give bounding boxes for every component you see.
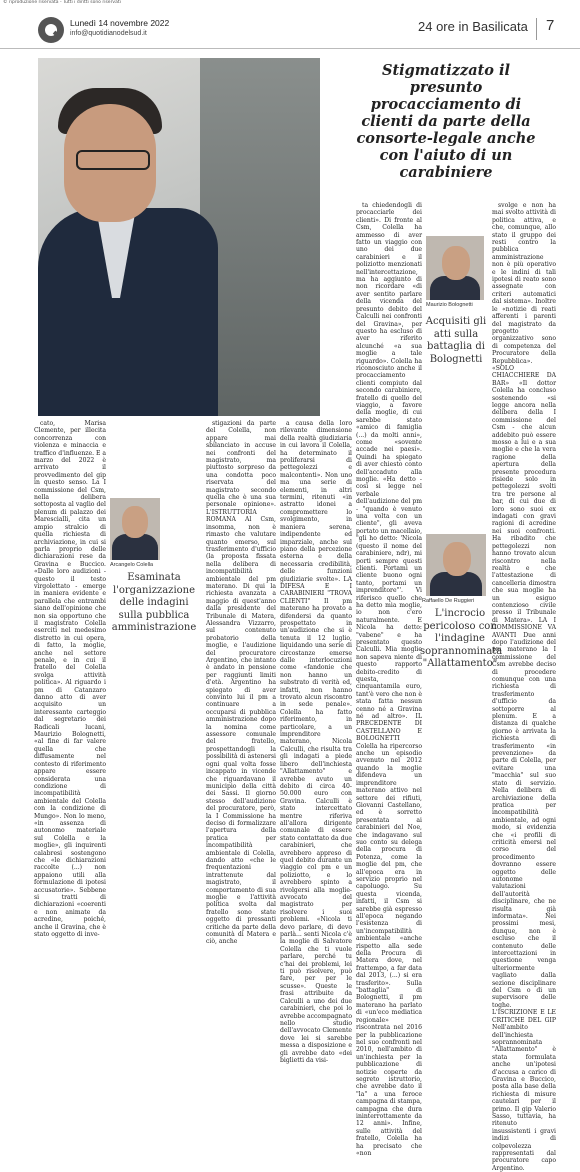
article-column-2 [206,420,276,946]
photo-arcangelo-colella [110,498,160,560]
main-photo-colella [38,58,320,416]
column-1-text: cato, Marisa Clemente, per illecita concorrenza con violenza e minaccia e traffico d'influenze. E a marzo del 2022 è arrivato il provvedimento del gip in questo senso. La I commissione del Csm, nella delibera sottoposta al vaglio del plenum di palazzo dei Marescialli, cita un ampio stralcio di quella richiesta di archiviazione, in cui si parla proprio delle dichiarazioni rese da Gravina e Buccico. «Dalle loro audizioni - questo il testo virgolettato - emerge in maniera evidente e parallela che entrambi siano dell'opinione che non sia opportuno che il magistrato Colella eserciti nel medesimo distretto in cui opera, di fatto, la moglie, anche nel settore penale, e in cui il fratello del Colella svolga attività politica». Al riguardo i pm di Catanzaro danno atto di aver acquisito un interessante carteggio dal segretario dei Radicali lucani, Maurizio Bolognetti, «al fine di far valere quella che diffusamente nel contesto di riferimento appare essere considerata una condizione di incompatibilità ambientale del Colella con la condizione di Mungo». Non lo meno, «in assenza di autonomo materiale sul Colella e la moglie», gli inquirenti calabresi sostengono che «le dichiarazioni raccolte (...) non appaiono utili alla formulazione di ipotesi accusatorie». Sebbene si tratti di dichiarazioni «coerenti e non animate da acredine, poiché, anche il Gravina, che è stato oggetto di inve- [34,420,106,939]
page-number: 7 [546,17,555,34]
photo-face [442,246,470,280]
newspaper-logo-icon [38,17,64,43]
section-title: 24 ore in Basilicata [418,19,528,34]
contact-email: info@quotidianodelsud.it [70,30,147,37]
caption-colella: Arcangelo Colella [110,562,154,568]
photo-background-building [200,58,320,416]
article-column-5 [492,202,556,1172]
photo-face [122,506,148,538]
column-2-text: stigazioni da parte del Colella, non appare mai sbilanciato in accuse nei confronti del magistrato, ma piuttosto sorpreso da una condotta poco riservata del magistrato secondo quella che è una sua personale opinione». L'ISTRUTTORIA ROMANA Al Csm, insomma, non è rimasto che valutare quanto emerso, sul trasferimento d'ufficio (la proposta fissata nella delibera di incompatibilità ambientale del pm materano. Di qui la richiesta avanzata a maggio di quest'anno dalla presidente del Tribunale di Matera, Alessandra Vizzarro, sul contenuto probatorio della moglie, e l'audizione del procuratore Argentino, che intanto è andato in pensione per raggiunti limiti d'età. Argentino ha spiegato di aver convinto lui il pm a continuare a occuparsi di pubblica amministrazione dopo la nomina come assessore comunale del fratello, prospettandogli la possibilità di astenersi ogni qual volta fosse incappato in vicende che riguardavano il municipio della città dei Sassi. Il giorno stesso dell'audizione del procuratore, però, la I Commissione ha deciso di formalizzare l'apertura della pratica per incompatibilità ambientale di Colella, dando atto «che le frequentazioni intrattenute dal magistrato, il comportamento di sua moglie e l'attività politica svolta dal fratello sono state oggetto di pressanti critiche da parte della comunità di Matera e ciò, anche [206,420,276,946]
pullquote-2: Acquisiti gli atti sulla battaglia di Bolognetti [425,316,487,365]
column-3-text: a causa della loro rilevante dimensione della realtà giudiziaria in cui lavora il Colella, ha determinato il proliferarsi di pettegolezzi e malcontenti». Non uno ma una serie di elementi, in altri termini, ritenuti «in astratto idonei a compromettere lo svolgimento, in maniera serena, indipendente ed imparziale, anche sul piano della percezione esterna e della necessaria credibilità, delle funzioni giudiziarie svolte». LA DIFESA E I CARABINIERI "TROVA CLIENTI" Il pm materano ha provato a difendersi da quanto prospettato in un'audizione che si è tenuta il 12 luglio, liquidando una serie di circostanze emerse dalle interlocuzioni come «fandonie che non hanno un substrato di verità ed, infatti, non hanno trovato alcun riscontro in sede penale». Colella ha fatto riferimento, in particolare, a un imprenditore materano, Nicola Calculli, che risulta tra gli indagati a piede libero dell'inchiesta "Allattamento" e avrebbe avuto un debito di circa 40-50.000 euro con Gravina. Calculli è stato intercettato mentre riferiva all'allora dirigente comunale di essere stato contattato da due carabinieri, che avrebbero appreso di quel debito durante un viaggio col pm e un poliziotto, e lo avrebbero spinto a rivolgersi alla moglie-avvocato del magistrato per risolvere i suoi problemi. «Nicola ti devo parlare, di devo parlà... senti Nicola c'è la moglie di Salvatore Colella che ti vuole parlare, perché tu c'hai dei problemi, lei ti può risolvere, può fare, per per le scusse». Queste le frasi attribuite da Calculli a uno dei due carabinieri, che poi lo avrebbe accompagnato nello studio dell'avvocato Clemente dove lei si sarebbe messa a disposizione e gli avrebbe dato «dei biglietti da visi- [280,420,352,1064]
pullquote-1: Esaminata l'organizzazione delle indagini sulla pubblica amministrazione [111,572,197,633]
article-column-1 [34,420,106,939]
headline: Stigmatizzato il presunto procacciamento di clienti da parte della consorte-legale anche con l'aiuto di un carabiniere [356,62,536,181]
pullquote-3: L'incrocio pericoloso con l'indagine soprannominata "Allattamento" [420,608,503,669]
issue-date: Lunedì 14 novembre 2022 [70,18,170,28]
copyright-notice: © riproduzione riservata - Tutti i diritti sono riservati [3,0,121,5]
photo-face [443,542,471,576]
article-column-3 [280,420,352,1064]
page-header [0,14,580,49]
column-4-text: ta chiedendogli di procacciarle dei clienti». Di fronte al Csm, Colella ha ammesso di aver fatto un viaggio con uno dei due carabinieri e il poliziotto menzionati nell'intercettazione, ma ha aggiunto di non ricordare «di aver sentito parlare della vicenda del presunto debito del Calculli nei confronti del Gravina», per questo ha escluso di aver riferito alcunché «a sua moglie a tale riguardo». Colella ha riconosciuto anche il procacciamento clienti compiuto dal secondo carabiniere, fratello di quello del viaggio, a favore della moglie, di cui sarebbe stato «amico di famiglia (...) da molti anni», come «sovente accade nei paesi». Quindi ha spiegato di aver chiesto conto dell'accaduto alla moglie. «Ha detto - così si legge nel verbale dell'audizione del pm - "quando è venuto una volta con un cliente", gli aveva portato un macellaio, "gli ho detto: 'Nicola (questo il nome del carabiniere, ndr), mi porti sempre questi clienti. Portami un cliente buono ogni tanto, portami un imprenditore"'. Vi riferisco quello che ha detto mia moglie, io non c'ero naturalmente. E Nicola ha detto: "vabene" e ha presentato questo Calculli. Mia moglie non sapeva niente di questo rapporto debito-credito di questa, cinquantamila euro, tant'è vero che non è stata fatta nessun cenno né a Gravina né ad altro». IL PRECEDENTE DI CASTELLANO E BOLOGNETTI Colella ha ripercorso anche un episodio avvenuto nel 2012 quando la moglie difendeva un imprenditore materano attivo nel settore dei rifiuti, Giovanni Castellano, ed è sorretto presentata ai carabinieri del Noe, che indagavano sul suo conto su delega della procura di Potenza, come la moglie del pm, che all'epoca era in servizio proprio nel capoluogo. Su questa vicenda, infatti, il Csm si sarebbe già espresso all'epoca negando l'esistenza di un'incompatibilità ambientale «anche rispetto alla sede della Procura di Matera dove, nel frattempo, a far data dal 2013, (...) si era trasferito». Sulla "battaglia" di Bolognetti, il pm materano ha parlato di «un'eco mediatica regionale» riscontrata nel 2016 per la pubblicazione nel suo confronti nel 2010, nell'ambito di un'inchiesta per la pubblicazione di notizie coperte da segreto istruttorio, che avrebbe dato il "la" a una feroce campagna di stampa, campagna che dura ininterrottamente da 12 anni». Infine, sulle attività del fratello, Colella ha ha precisato che «non [356,202,422,1157]
header-divider [536,18,537,40]
caption-ruggieri: Raffaello De Ruggieri [422,598,475,604]
photo-raffaello-de-ruggieri [426,534,486,596]
photo-glasses [76,150,150,170]
column-5-text: svolge e non ha mai svolto attività di politica attiva, e che, comunque, allo stato il gruppo dei resti contro la pubblica amministrazione non è più operativo e le indini di tali ipotesi di reato sono assegnate con criteri automatici dal sistema». Inoltre le «notizie di reati afferenti i parenti del magistrato da progetto organizzativo sono di competenza del Procuratore della Repubblica». «SOLO CHIACCHIERE DA BAR» «Il dottor Colella ha concluso sostenendo «si legge ancora nella delibera della I commissione del Csm - che alcun addebito può essere mosso a lui e a sua moglie e che la vera ragione della apertura della presente procedura risiede solo in pettegolezzi svolti tra tre persone al bar, di cui due di loro sono suoi ex indagati con gravi ragioni di acredine nei suoi confronti. Ha ribadito che pettegolezzi non hanno trovato alcun riscontro nella realtà e che l'attestazione di cancelleria dimostra che sua moglie ha un esiguo contenzioso civile presso il Tribunale di Matera». LA I COMMISSIONE VA AVANTI Due anni dopo l'audizione del pm materano la I commissione del Csm avrebbe deciso di procedere comunque con una richiesta di trasferimento d'ufficio da sottoporre al plenum. E a distanza di qualche giorno è arrivata la richiesta di trasferimento «in prevenzione» da parte di Colella, per evitare una "macchia" sul suo stato di servizio. Nella delibera di archiviazione della pratica per incompatibilità ambientale, ad ogni modo, si evidenzia che «i profili di criticità emersi nel corso del procedimento dovranno essere oggetto delle autonome valutazioni dell'autorità disciplinare, che ne risulta già informata». Nei prossimi mesi, dunque, non è escluso che il contenuto delle intercettazioni in questione venga ulteriormente vagliato dalla sezione disciplinare del Csm o di un supervisore delle toghe. L'ISCRIZIONE E LE CRITICHE DEL GIP Nell'ambito dell'inchiesta soprannominata "Allattamento" è stata formulata anche un'ipotesi d'accusa a carico di Gravina e Buccico, posta alla base della richiesta di misure cautelari per il primo. Il gip Valerio Sasso, tuttavia, ha ritenuto insussistenti i gravi indizi di colpevolezza rappresentati dal procuratore capo Argentino. [492,202,556,1172]
article-column-4 [356,202,422,1157]
photo-maurizio-bolognetti [426,236,484,300]
caption-bolognetti: Maurizio Bolognetti [426,302,473,308]
